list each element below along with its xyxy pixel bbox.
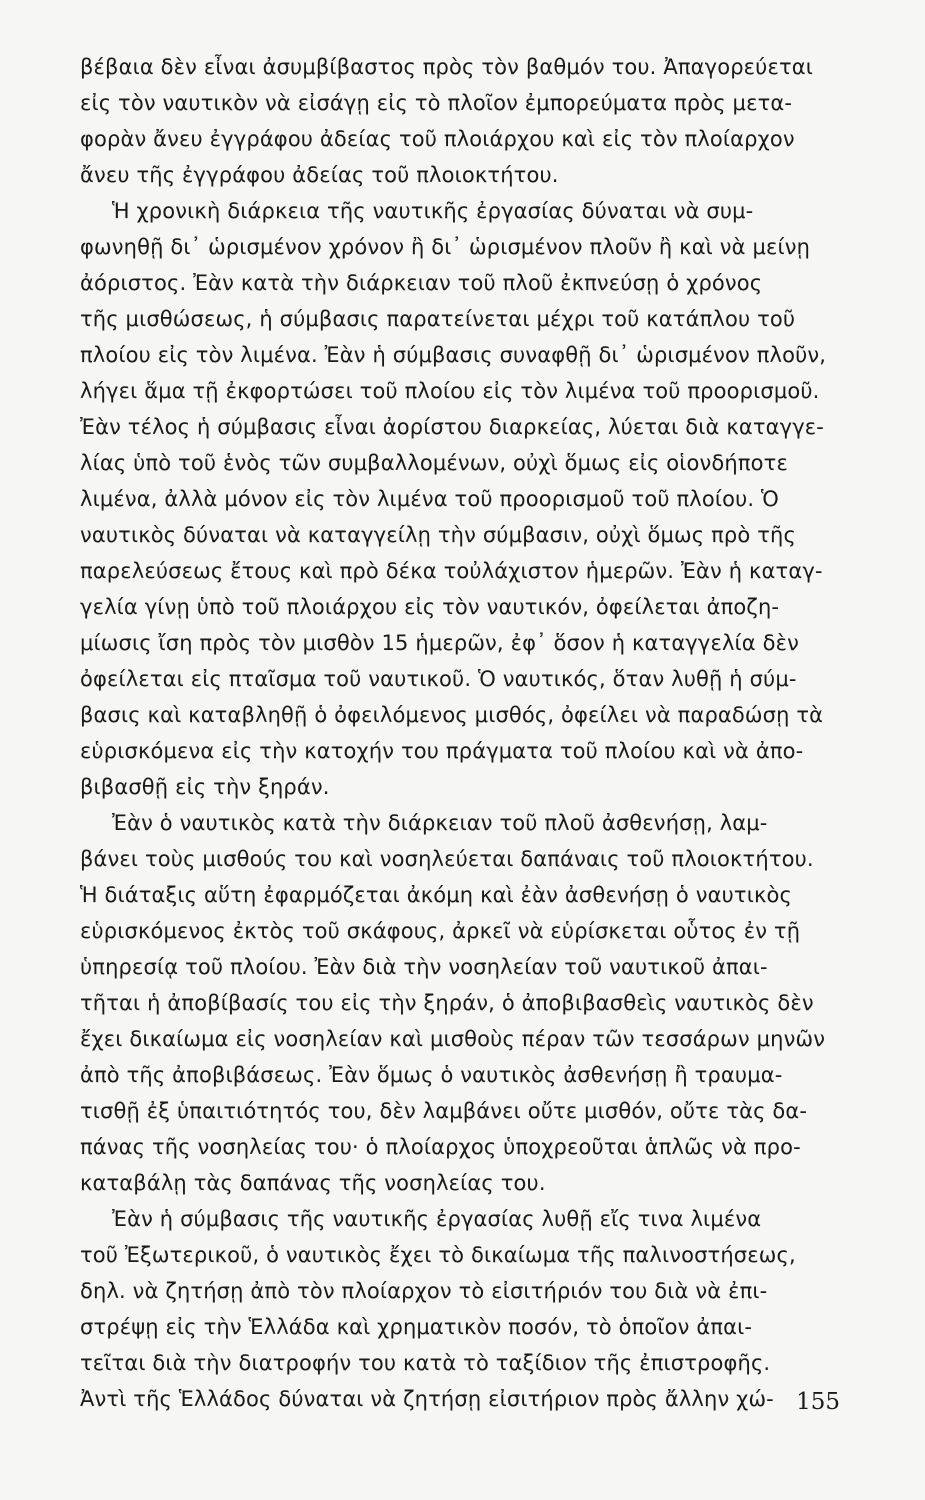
text-line: ἀπὸ τῆς ἀποβιβάσεως. Ἐὰν ὅμως ὁ ναυτικὸς ἀσθενήσῃ ἢ τραυμα-	[80, 1063, 783, 1087]
text-line: εὑρισκόμενος ἐκτὸς τοῦ σκάφους, ἀρκεῖ νὰ εὑρίσκεται οὗτος ἐν τῇ	[80, 919, 801, 943]
text-line: εἰς τὸν ναυτικὸν νὰ εἰσάγῃ εἰς τὸ πλοῖον ἐμπορεύματα πρὸς μετα-	[80, 91, 793, 115]
text-line: Ἡ διάταξις αὕτη ἐφαρμόζεται ἀκόμη καὶ ἐὰν ἀσθενήσῃ ὁ ναυτικὸς	[80, 883, 792, 907]
text-line: γελία γίνῃ ὑπὸ τοῦ πλοιάρχου εἰς τὸν ναυτικόν, ὀφείλεται ἀποζη-	[80, 595, 780, 619]
paragraph-first-line: Ἐὰν ἡ σύμβασις τῆς ναυτικῆς ἐργασίας λυθῇ εἴς τινα λιμένα	[112, 1207, 762, 1231]
text-line: βέβαια δὲν εἶναι ἀσυμβίβαστος πρὸς τὸν βαθμόν του. Ἀπαγορεύεται	[80, 55, 814, 79]
paragraph-first-line: Ἡ χρονικὴ διάρκεια τῆς ναυτικῆς ἐργασίας δύναται νὰ συμ-	[112, 199, 754, 223]
text-line: τοῦ Ἐξωτερικοῦ, ὁ ναυτικὸς ἔχει τὸ δικαίωμα τῆς παλινοστήσεως,	[80, 1243, 796, 1267]
text-line: ὀφείλεται εἰς πταῖσμα τοῦ ναυτικοῦ. Ὁ ναυτικός, ὅταν λυθῇ ἡ σύμ-	[80, 667, 797, 691]
text-line: λιμένα, ἀλλὰ μόνον εἰς τὸν λιμένα τοῦ προορισμοῦ τοῦ πλοίου. Ὁ	[80, 487, 779, 511]
text-line: βάνει τοὺς μισθούς του καὶ νοσηλεύεται δαπάναις τοῦ πλοιοκτήτου.	[80, 847, 814, 871]
text-line: φωνηθῇ δι᾿ ὡρισμένον χρόνον ἢ δι᾿ ὡρισμένον πλοῦν ἢ καὶ νὰ μείνῃ	[80, 235, 811, 259]
text-line: φορὰν ἄνευ ἐγγράφου ἀδείας τοῦ πλοιάρχου καὶ εἰς τὸν πλοίαρχον	[80, 127, 795, 151]
text-line: βασις καὶ καταβληθῇ ὁ ὀφειλόμενος μισθός, ὀφείλει νὰ παραδώσῃ τὰ	[80, 703, 824, 727]
text-line: Ἀντὶ τῆς Ἑλλάδος δύναται νὰ ζητήσῃ εἰσιτήριον πρὸς ἄλλην χώ-	[80, 1387, 774, 1411]
text-line: βιβασθῇ εἰς τὴν ξηράν.	[80, 775, 330, 799]
text-line: ναυτικὸς δύναται νὰ καταγγείλῃ τὴν σύμβασιν, οὐχὶ ὅμως πρὸ τῆς	[80, 523, 796, 547]
text-line: παρελεύσεως ἔτους καὶ πρὸ δέκα τοὐλάχιστον ἡμερῶν. Ἐὰν ἡ καταγ-	[80, 559, 823, 583]
text-line: λίας ὑπὸ τοῦ ἑνὸς τῶν συμβαλλομένων, οὐχὶ ὅμως εἰς οἱονδήποτε	[80, 451, 788, 475]
text-line: καταβάλῃ τὰς δαπάνας τῆς νοσηλείας του.	[80, 1171, 546, 1195]
text-line: ἔχει δικαίωμα εἰς νοσηλείαν καὶ μισθοὺς πέραν τῶν τεσσάρων μηνῶν	[80, 1027, 826, 1051]
text-line: Ἐὰν τέλος ἡ σύμβασις εἶναι ἀορίστου διαρκείας, λύεται διὰ καταγγε-	[80, 415, 825, 439]
text-line: μίωσις ἴση πρὸς τὸν μισθὸν 15 ἡμερῶν, ἐφ᾿ ὅσον ἡ καταγγελία δὲν	[80, 631, 799, 655]
paragraph-first-line: Ἐὰν ὁ ναυτικὸς κατὰ τὴν διάρκειαν τοῦ πλοῦ ἀσθενήσῃ, λαμ-	[112, 811, 768, 835]
text-line: ὑπηρεσίᾳ τοῦ πλοίου. Ἐὰν διὰ τὴν νοσηλείαν τοῦ ναυτικοῦ ἀπαι-	[80, 955, 768, 979]
text-line: τῆται ἡ ἀποβίβασίς του εἰς τὴν ξηράν, ὁ ἀποβιβασθεὶς ναυτικὸς δὲν	[80, 991, 814, 1015]
text-line: λήγει ἅμα τῇ ἐκφορτώσει τοῦ πλοίου εἰς τὸν λιμένα τοῦ προορισμοῦ.	[80, 379, 820, 403]
text-line: πλοίου εἰς τὸν λιμένα. Ἐὰν ἡ σύμβασις συναφθῇ δι᾿ ὡρισμένον πλοῦν,	[80, 343, 827, 367]
text-line: τισθῇ ἐξ ὑπαιτιότητός του, δὲν λαμβάνει οὔτε μισθόν, οὔτε τὰς δα-	[80, 1099, 808, 1123]
text-line: στρέψῃ εἰς τὴν Ἑλλάδα καὶ χρηματικὸν ποσόν, τὸ ὁποῖον ἀπαι-	[80, 1315, 753, 1339]
text-line: ἀόριστος. Ἐὰν κατὰ τὴν διάρκειαν τοῦ πλοῦ ἐκπνεύσῃ ὁ χρόνος	[80, 271, 763, 295]
text-line: ἄνευ τῆς ἐγγράφου ἀδείας τοῦ πλοιοκτήτου.	[80, 163, 559, 187]
text-line: δηλ. νὰ ζητήσῃ ἀπὸ τὸν πλοίαρχον τὸ εἰσιτήριόν του διὰ νὰ ἐπι-	[80, 1279, 768, 1303]
text-line: τῆς μισθώσεως, ἡ σύμβασις παρατείνεται μέχρι τοῦ κατάπλου τοῦ	[80, 307, 796, 331]
text-line: τεῖται διὰ τὴν διατροφήν του κατὰ τὸ ταξίδιον τῆς ἐπιστροφῆς.	[80, 1351, 771, 1375]
text-line: πάνας τῆς νοσηλείας του· ὁ πλοίαρχος ὑποχρεοῦται ἁπλῶς νὰ προ-	[80, 1135, 801, 1159]
text-line: εὑρισκόμενα εἰς τὴν κατοχήν του πράγματα τοῦ πλοίου καὶ νὰ ἀπο-	[80, 739, 804, 763]
page-number: 155	[796, 1389, 840, 1415]
